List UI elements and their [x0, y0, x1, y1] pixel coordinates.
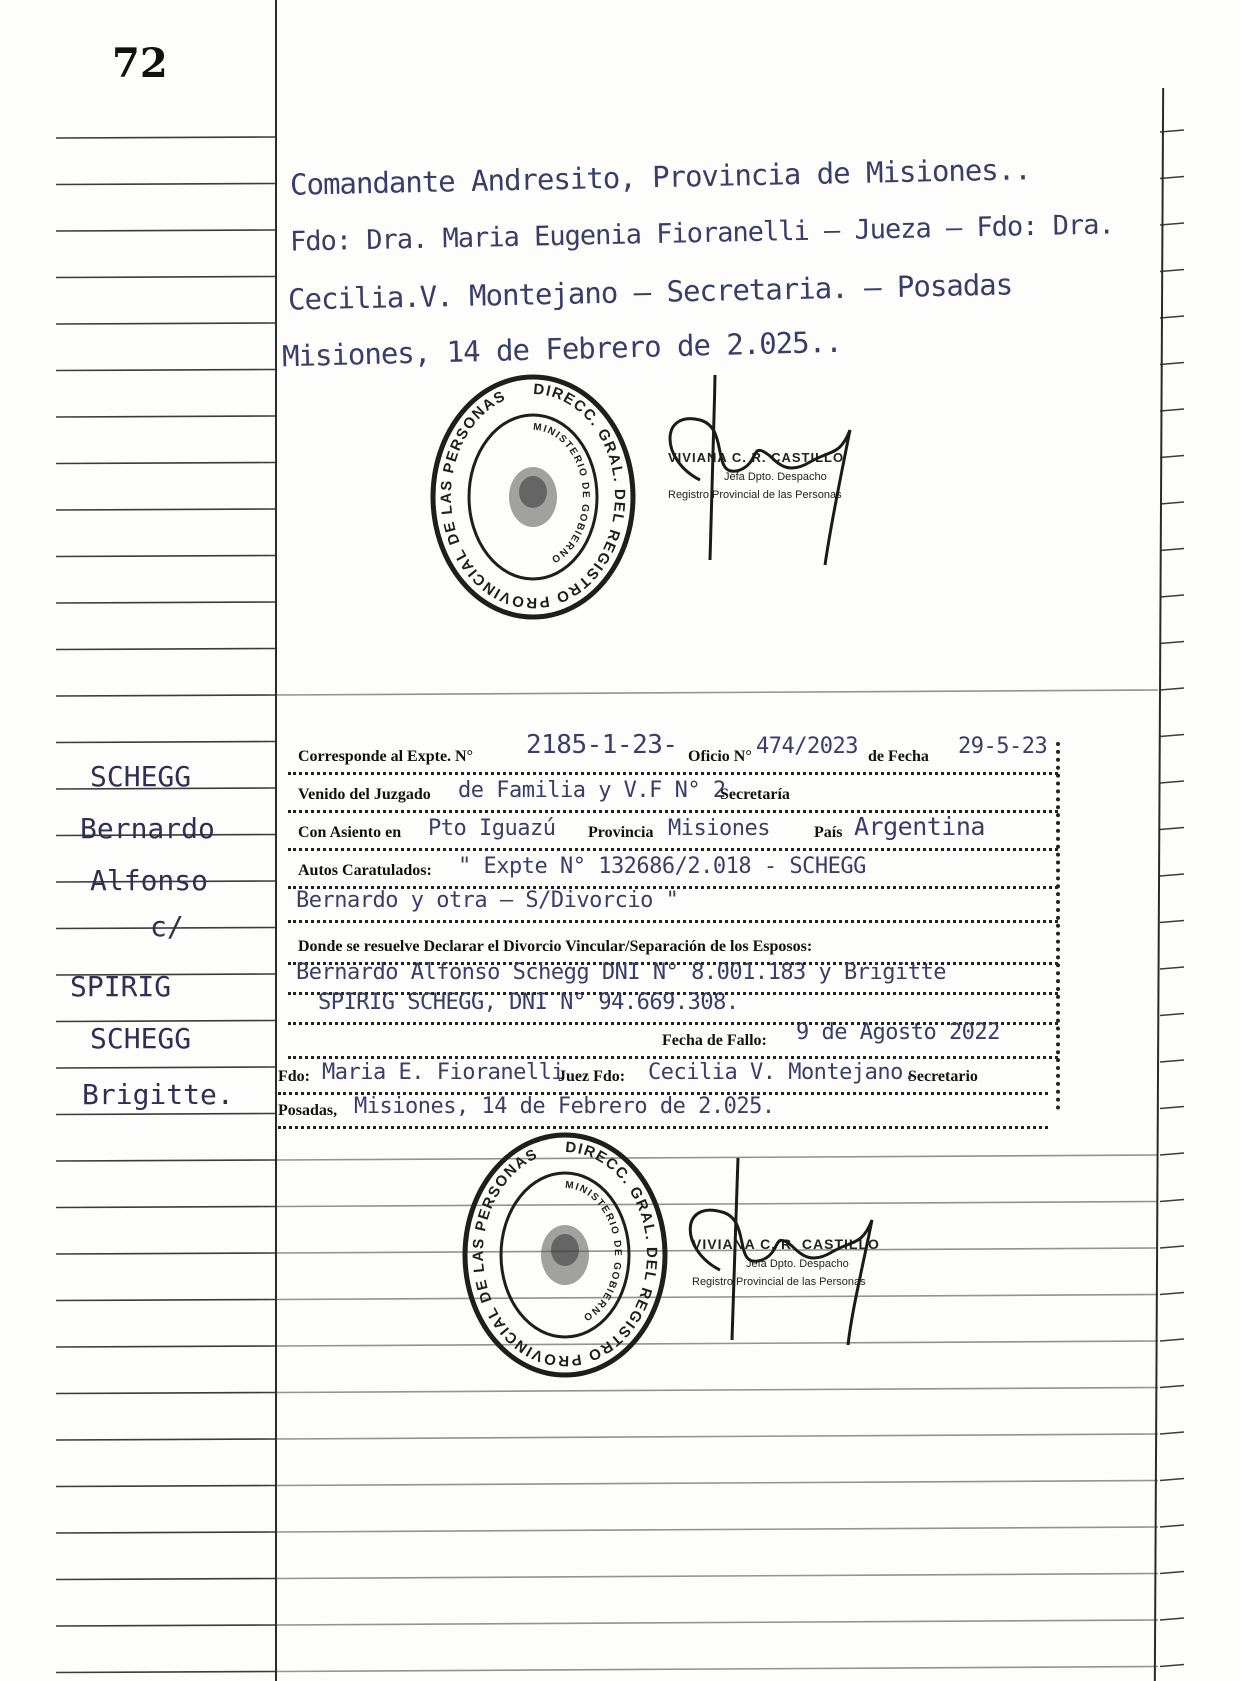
ledger-rule-right: [1160, 316, 1184, 318]
signatory-office: Registro Provincial de las Personas: [668, 489, 842, 501]
provincia-value: Misiones: [668, 816, 770, 841]
juzgado-label: Venido del Juzgado: [298, 786, 431, 803]
ledger-rule-left: [56, 695, 275, 696]
ledger-rule-left: [56, 416, 275, 417]
ledger-rule-right: [1160, 1386, 1184, 1388]
ledger-rule-right: [1160, 1107, 1184, 1109]
ledger-rule-right: [1160, 967, 1184, 969]
expte-label: Corresponde al Expte. N°: [298, 748, 473, 765]
ledger-rule-main: [277, 1388, 1158, 1393]
pais-label: País: [814, 824, 843, 841]
signatory-2-office: Registro Provincial de las Personas: [692, 1276, 866, 1288]
ledger-rule-left: [56, 1067, 275, 1068]
ledger-rule-right: [1160, 1060, 1184, 1062]
autos-value-2: Bernardo y otra — S/Divorcio ": [296, 888, 679, 913]
ledger-rule-right: [1160, 409, 1184, 411]
ledger-rule-left: [56, 370, 275, 371]
esposos-value-2: SPIRIG SCHEGG, DNI N° 94.669.308.: [318, 990, 739, 1015]
signature-scrawl: [640, 370, 880, 570]
ledger-rule-left: [56, 1253, 275, 1254]
ledger-rule-right: [1160, 1432, 1184, 1434]
ledger-rule-right: [1160, 223, 1184, 225]
ledger-rule-right: [1160, 921, 1184, 923]
ledger-rule-right: [1160, 502, 1184, 504]
ledger-rule-right: [1160, 1014, 1184, 1016]
fdo-value: Maria E. Fioranelli: [322, 1060, 565, 1085]
ledger-rule-right: [1160, 1246, 1184, 1248]
ledger-rule-left: [56, 1160, 275, 1161]
oficio-label: Oficio N°: [688, 748, 752, 765]
fecha-label: de Fecha: [868, 748, 929, 765]
ledger-rule-main: [277, 690, 1158, 695]
signatory-2-name: VIVIANA C. R. CASTILLO: [692, 1236, 880, 1252]
form-row-expte: [288, 730, 1058, 775]
ledger-rule-right: [1160, 1153, 1184, 1155]
ledger-rule-left: [56, 137, 275, 138]
ledger-rule-right: [1160, 1200, 1184, 1202]
resuelve-label: Donde se resuelve Declarar el Divorcio Vincular/Separación de los Esposos:: [298, 938, 813, 955]
form-row-autos-cont: [288, 888, 1058, 923]
form-row-fallo: [288, 1020, 1058, 1059]
seal-inner-text: MINISTERIO DE GOBIERNO: [532, 421, 591, 566]
ledger-rule-right: [1160, 270, 1184, 272]
ledger-rule-right: [1160, 456, 1184, 458]
ledger-rule-right: [1160, 1339, 1184, 1341]
ledger-rule-left: [56, 184, 275, 185]
ledger-rule-left: [56, 323, 275, 324]
ledger-rule-right: [1160, 1479, 1184, 1481]
ledger-rule-right: [1160, 1665, 1184, 1667]
ledger-rule-left: [56, 1532, 275, 1533]
posadas-value: Misiones, 14 de Febrero de 2.025.: [354, 1094, 775, 1119]
ledger-rule-left: [56, 1207, 275, 1208]
ledger-rule-left: [56, 1346, 275, 1347]
signatory-name: VIVIANA C. R. CASTILLO: [668, 450, 845, 465]
fecha-value: 29-5-23: [958, 734, 1048, 759]
ledger-rule-right: [1160, 1525, 1184, 1527]
registry-seal-2: [460, 1130, 670, 1380]
ledger-rule-right: [1160, 735, 1184, 737]
margin-name-5: SPIRIG: [70, 970, 172, 1003]
margin-rule: [275, 0, 277, 1681]
juzgado-value: de Familia y V.F N° 2: [458, 778, 726, 803]
ledger-rule-right: [1160, 1618, 1184, 1620]
juez-label: Juez Fdo:: [558, 1068, 626, 1085]
ledger-rule-right: [1160, 688, 1184, 690]
ledger-rule-right: [1160, 363, 1184, 365]
ledger-rule-left: [56, 230, 275, 231]
secretaria-label: Secretaría: [720, 786, 790, 803]
margin-name-1: SCHEGG: [90, 760, 192, 793]
top-line-3: Cecilia.V. Montejano — Secretaria. — Posadas: [287, 267, 1013, 317]
ledger-rule-right: [1160, 1293, 1184, 1295]
margin-name-7: Brigitte.: [82, 1078, 234, 1111]
ledger-rule-right: [1160, 595, 1184, 597]
ledger-rule-left: [56, 463, 275, 464]
ledger-rule-right: [1160, 642, 1184, 644]
ledger-rule-left: [56, 509, 275, 510]
ledger-rule-left: [56, 742, 275, 743]
fallo-label: Fecha de Fallo:: [662, 1032, 767, 1049]
margin-name-4: c/: [150, 910, 184, 943]
ledger-rule-left: [56, 1300, 275, 1301]
provincia-label: Provincia: [588, 824, 654, 841]
ledger-rule-main: [277, 1481, 1158, 1486]
signatory-role: Jefa Dpto. Despacho: [724, 471, 827, 483]
autos-label: Autos Caratulados:: [298, 862, 432, 879]
form-row-posadas: [278, 1094, 1048, 1129]
ledger-rule-right: [1160, 1572, 1184, 1574]
ledger-rule-main: [277, 1434, 1158, 1439]
ledger-rule-main: [277, 1574, 1158, 1579]
registry-seal: [428, 372, 638, 622]
ledger-rule-left: [56, 1672, 275, 1673]
seal-ring-text: DIRECC. GRAL. DEL REGISTRO PROVINCIAL DE LAS PERSONAS: [437, 380, 628, 612]
ledger-rule-main: [277, 1620, 1158, 1625]
ledger-rule-left: [56, 602, 275, 603]
ledger-rule-left: [56, 1579, 275, 1580]
top-line-1: Comandante Andresito, Provincia de Misiones..: [289, 152, 1031, 202]
ledger-rule-left: [56, 1393, 275, 1394]
page-number: 72: [112, 40, 168, 87]
juez-value: Cecilia V. Montejano.: [648, 1060, 916, 1085]
form-row-juzgado: [288, 778, 1058, 813]
secretario-label: Secretario: [908, 1068, 978, 1085]
asiento-label: Con Asiento en: [298, 824, 402, 841]
ledger-rule-main: [277, 1527, 1158, 1532]
ledger-rule-left: [56, 1439, 275, 1440]
signature-scrawl-2: [660, 1150, 900, 1350]
margin-name-6: SCHEGG: [90, 1022, 192, 1055]
posadas-label: Posadas,: [278, 1102, 338, 1119]
form-row-asiento: [288, 812, 1058, 851]
ledger-rule-main: [277, 1667, 1158, 1672]
form-row-firmas: [278, 1060, 1048, 1095]
ledger-rule-left: [56, 556, 275, 557]
ledger-rule-right: [1160, 828, 1184, 830]
ledger-rule-right: [1160, 874, 1184, 876]
esposos-value-1: Bernardo Alfonso Schegg DNI N° 8.001.183 y Brigitte: [296, 960, 947, 985]
fallo-value: 9 de Agosto 2022: [796, 1020, 1000, 1045]
ledger-rule-left: [56, 1625, 275, 1626]
ledger-rule-left: [56, 649, 275, 650]
seal-2-ring-text: DIRECC. GRAL. DEL REGISTRO PROVINCIAL DE LAS PERSONAS: [469, 1138, 660, 1370]
margin-name-3: Alfonso: [90, 864, 209, 897]
ledger-rule-right: [1160, 549, 1184, 551]
autos-value-1: " Expte N° 132686/2.018 - SCHEGG: [458, 854, 866, 879]
ledger-rule-left: [56, 1486, 275, 1487]
asiento-value: Pto Iguazú: [428, 816, 556, 841]
ledger-rule-left: [56, 1114, 275, 1115]
oficio-value: 474/2023: [756, 734, 858, 759]
top-line-4: Misiones, 14 de Febrero de 2.025..: [281, 324, 842, 374]
margin-name-2: Bernardo: [80, 812, 215, 845]
signatory-2-role: Jefa Dpto. Despacho: [746, 1258, 849, 1270]
pais-value: Argentina: [854, 812, 985, 841]
ledger-rule-right: [1160, 781, 1184, 783]
seal-2-inner-text: MINISTERIO DE GOBIERNO: [564, 1179, 623, 1324]
expte-value: 2185-1-23-: [526, 730, 678, 760]
fdo-label: Fdo:: [278, 1068, 310, 1085]
form-row-autos: [288, 854, 1058, 889]
ledger-rule-left: [56, 277, 275, 278]
form-border-right: [1056, 742, 1064, 1110]
divorce-record-form: [278, 724, 1048, 1119]
top-line-2: Fdo: Dra. Maria Eugenia Fioranelli — Jueza — Fdo: Dra.: [289, 209, 1115, 258]
